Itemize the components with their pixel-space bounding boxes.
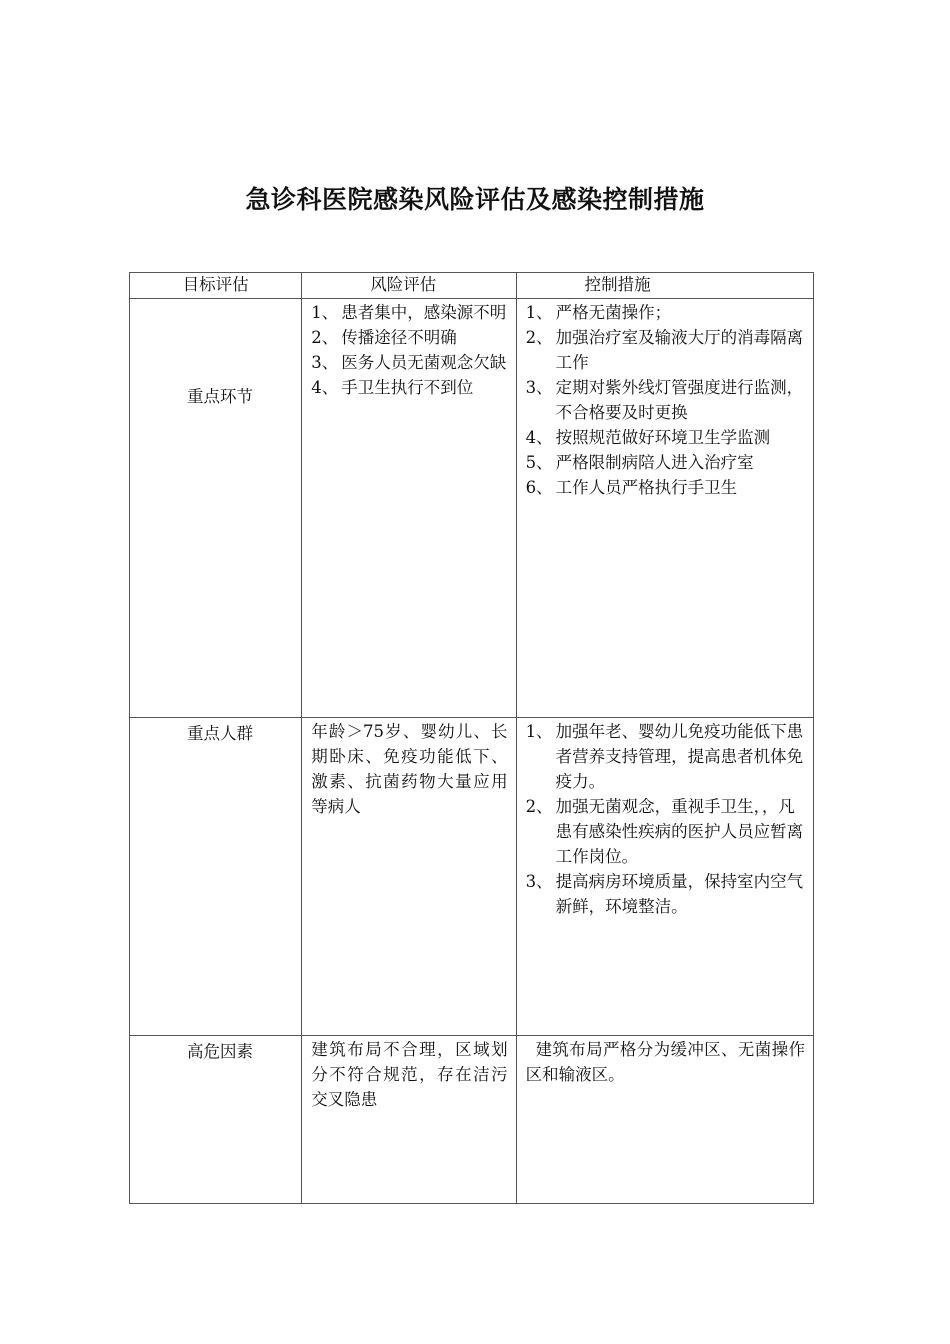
risk-cell	[302, 299, 516, 718]
control-list	[526, 300, 805, 500]
table-row	[130, 299, 814, 718]
target-cell: 重点人群	[130, 718, 302, 1036]
control-text: 建筑布局严格分为缓冲区、无菌操作区和输液区。	[525, 1040, 805, 1084]
list-item: 5、 严格限制病陪人进入治疗室	[525, 453, 754, 472]
list-item: 6、 工作人员严格执行手卫生	[525, 478, 738, 497]
header-target-assessment: 目标评估	[130, 273, 302, 299]
header-risk-assessment: 风险评估	[302, 273, 516, 299]
list-item: 3、 医务人员无菌观念欠缺	[311, 353, 507, 372]
risk-text: 建筑布局不合理，区域划分不符合规范，存在洁污交叉隐患	[311, 1040, 508, 1109]
risk-text: 年龄＞75岁、婴幼儿、长期卧床、免疫功能低下、激素、抗菌药物大量应用等病人	[311, 722, 508, 816]
control-cell	[516, 1036, 813, 1204]
document-title: 急诊科医院感染风险评估及感染控制措施	[245, 185, 705, 214]
control-cell	[516, 718, 813, 1036]
list-item: 4、 按照规范做好环境卫生学监测	[525, 428, 771, 447]
target-cell: 重点环节	[130, 299, 302, 718]
list-item: 3、 提高病房环境质量，保持室内空气新鲜，环境整洁。	[525, 872, 804, 916]
list-item: 1、 严格无菌操作；	[525, 303, 672, 322]
control-cell	[516, 299, 813, 718]
table-row	[130, 1036, 814, 1204]
list-item: 1、 患者集中，感染源不明	[311, 303, 507, 322]
list-item: 2、 传播途径不明确	[311, 328, 457, 347]
risk-cell	[302, 1036, 516, 1204]
control-list	[526, 719, 805, 919]
target-cell: 高危因素	[130, 1036, 302, 1204]
list-item: 2、 加强治疗室及输液大厅的消毒隔离工作	[525, 328, 804, 372]
list-item: 1、 加强年老、婴幼儿免疫功能低下患者营养支持管理，提高患者机体免疫力。	[525, 722, 804, 791]
risk-list	[311, 300, 507, 400]
risk-cell	[302, 718, 516, 1036]
table-header-row	[130, 273, 814, 299]
risk-assessment-table	[129, 272, 814, 1204]
header-control-measures: 控制措施	[516, 273, 813, 299]
list-item: 4、 手卫生执行不到位	[311, 378, 474, 397]
list-item: 3、 定期对紫外线灯管强度进行监测，不合格要及时更换	[525, 378, 804, 422]
table-row	[130, 718, 814, 1036]
list-item: 2、 加强无菌观念，重视手卫生，，凡患有感染性疾病的医护人员应暂离工作岗位。	[525, 797, 804, 866]
